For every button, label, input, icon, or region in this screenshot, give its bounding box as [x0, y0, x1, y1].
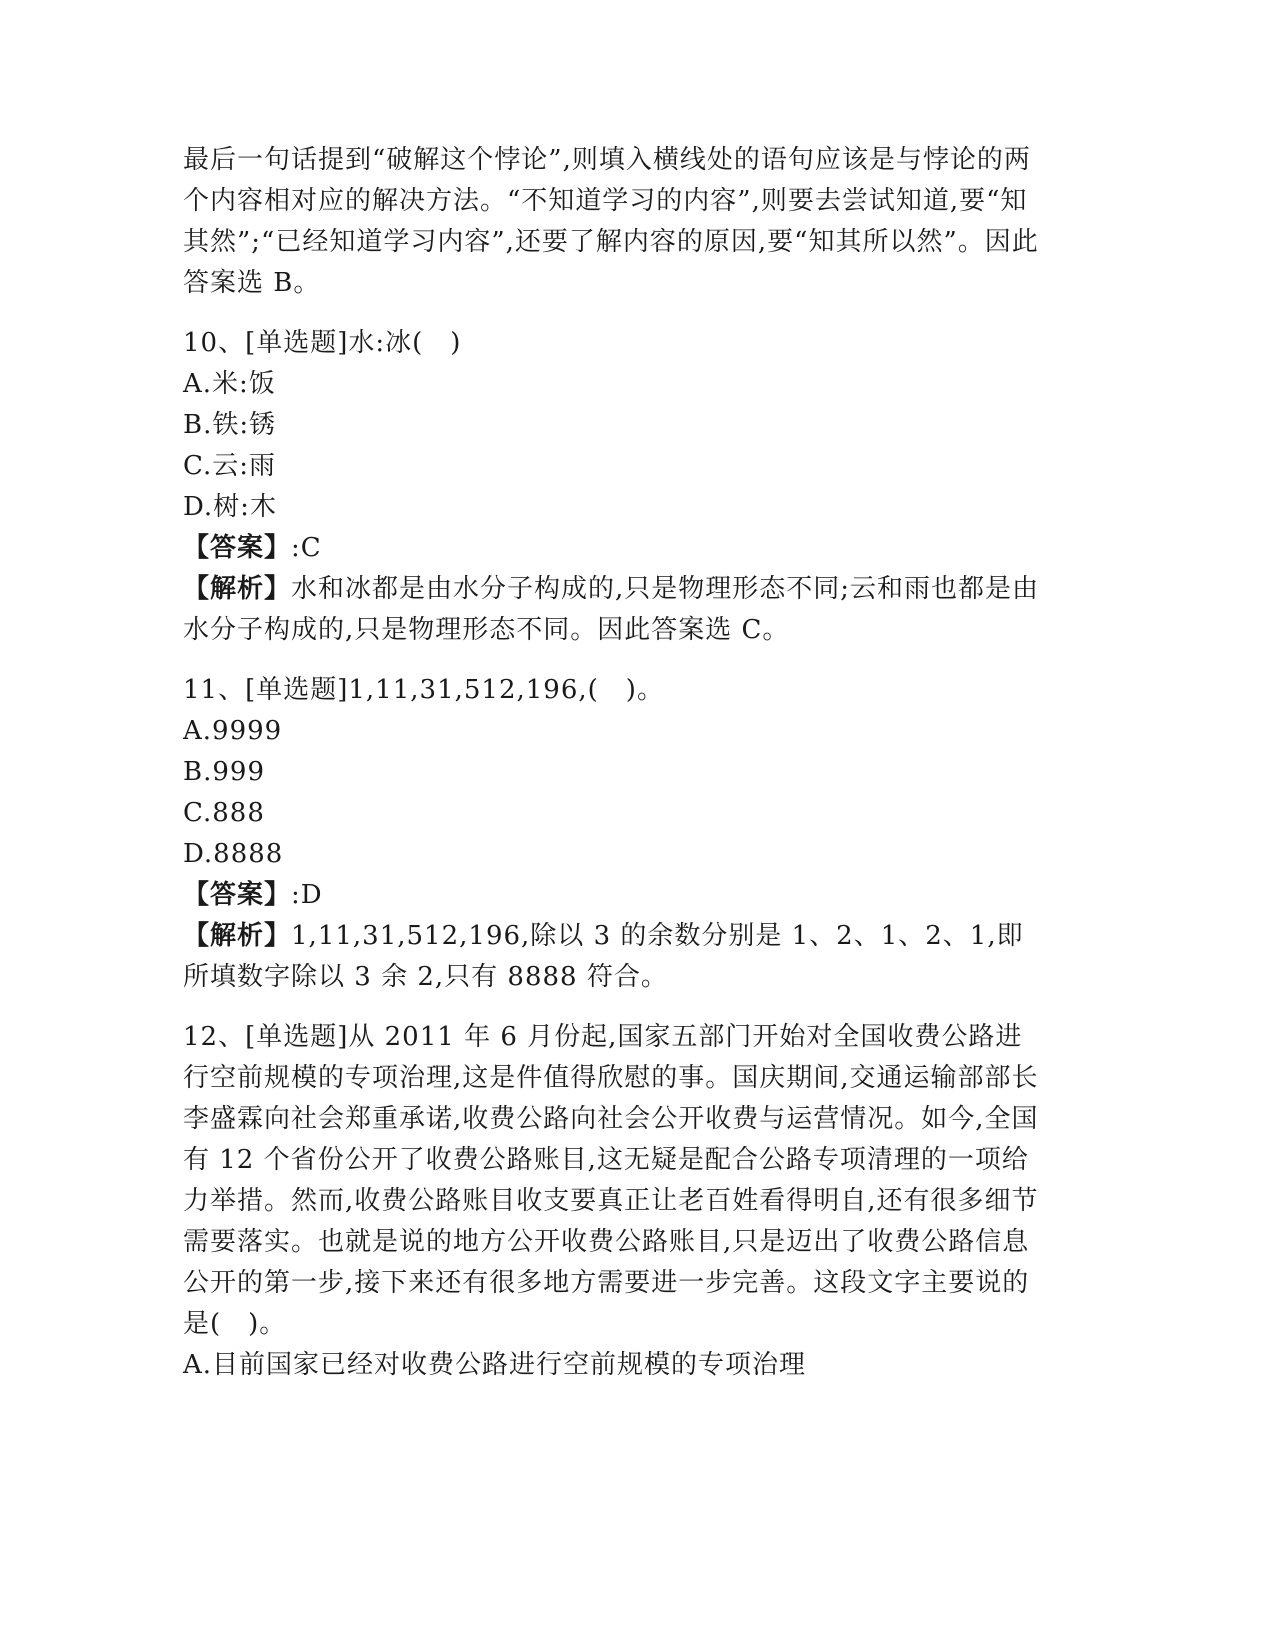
question-11: [183, 670, 1043, 998]
analysis-line: [183, 916, 1043, 998]
answer-tag: 【答案】: [183, 533, 292, 563]
option-c: C.888: [183, 798, 265, 828]
document-body: [183, 140, 1043, 1386]
question-10: [183, 323, 1043, 651]
option-a: A.9999: [183, 716, 283, 746]
answer-value: :D: [291, 880, 323, 910]
analysis-tag: 【解析】: [183, 574, 292, 604]
option-c: C.云:雨: [183, 451, 276, 481]
question-stem: 11、[单选题]1,11,31,512,196,( )。: [183, 675, 664, 705]
spacer: [183, 998, 1043, 1017]
analysis-text: 1,11,31,512,196,除以 3 的余数分别是 1、2、1、2、1,即所填数字除以 3 余 2,只有 8888 符合。: [183, 921, 1024, 992]
question-stem: 12、[单选题]从 2011 年 6 月份起,国家五部门开始对全国收费公路进行空前规模的专项治理,这是件值得欣慰的事。国庆期间,交通运输部部长李盛霖向社会郑重承诺,收费公路向社会公开收费与运营情况。如今,全国有 12 个省份公开了收费公路账目,这无疑是配合公路专项清理的一项给力举措。然而,收费公路账目收支要真正让老百姓看得明自,还有很多细节需要落实。也就是说的地方公开收费公路账目,只是迈出了收费公路信息公开的第一步,接下来还有很多地方需要进一步完善。这段文字主要说的是( )。: [183, 1022, 1039, 1339]
question-12: [183, 1017, 1043, 1386]
option-a: A.米:饭: [183, 369, 276, 399]
analysis-text: 水和冰都是由水分子构成的,只是物理形态不同;云和雨也都是由水分子构成的,只是物理形态不同。因此答案选 C。: [183, 574, 1040, 645]
answer-line: [183, 875, 1043, 916]
intro-explanation: 最后一句话提到“破解这个悖论”,则填入横线处的语句应该是与悖论的两个内容相对应的解决方法。“不知道学习的内容”,则要去尝试知道,要“知其然”;“已经知道学习内容”,还要了解内容的原因,要“知其所以然”。因此答案选 B。: [183, 145, 1039, 298]
option-d: D.树:木: [183, 492, 277, 522]
spacer: [183, 304, 1043, 323]
option-b: B.铁:锈: [183, 410, 277, 440]
answer-tag: 【答案】: [183, 880, 292, 910]
analysis-line: [183, 569, 1043, 651]
answer-value: :C: [291, 533, 322, 563]
analysis-tag: 【解析】: [183, 921, 292, 951]
question-stem: 10、[单选题]水:冰( ): [183, 328, 462, 358]
option-d: D.8888: [183, 839, 284, 869]
spacer: [183, 651, 1043, 670]
option-b: B.999: [183, 757, 265, 787]
answer-line: [183, 528, 1043, 569]
option-a: A.目前国家已经对收费公路进行空前规模的专项治理: [183, 1350, 807, 1380]
